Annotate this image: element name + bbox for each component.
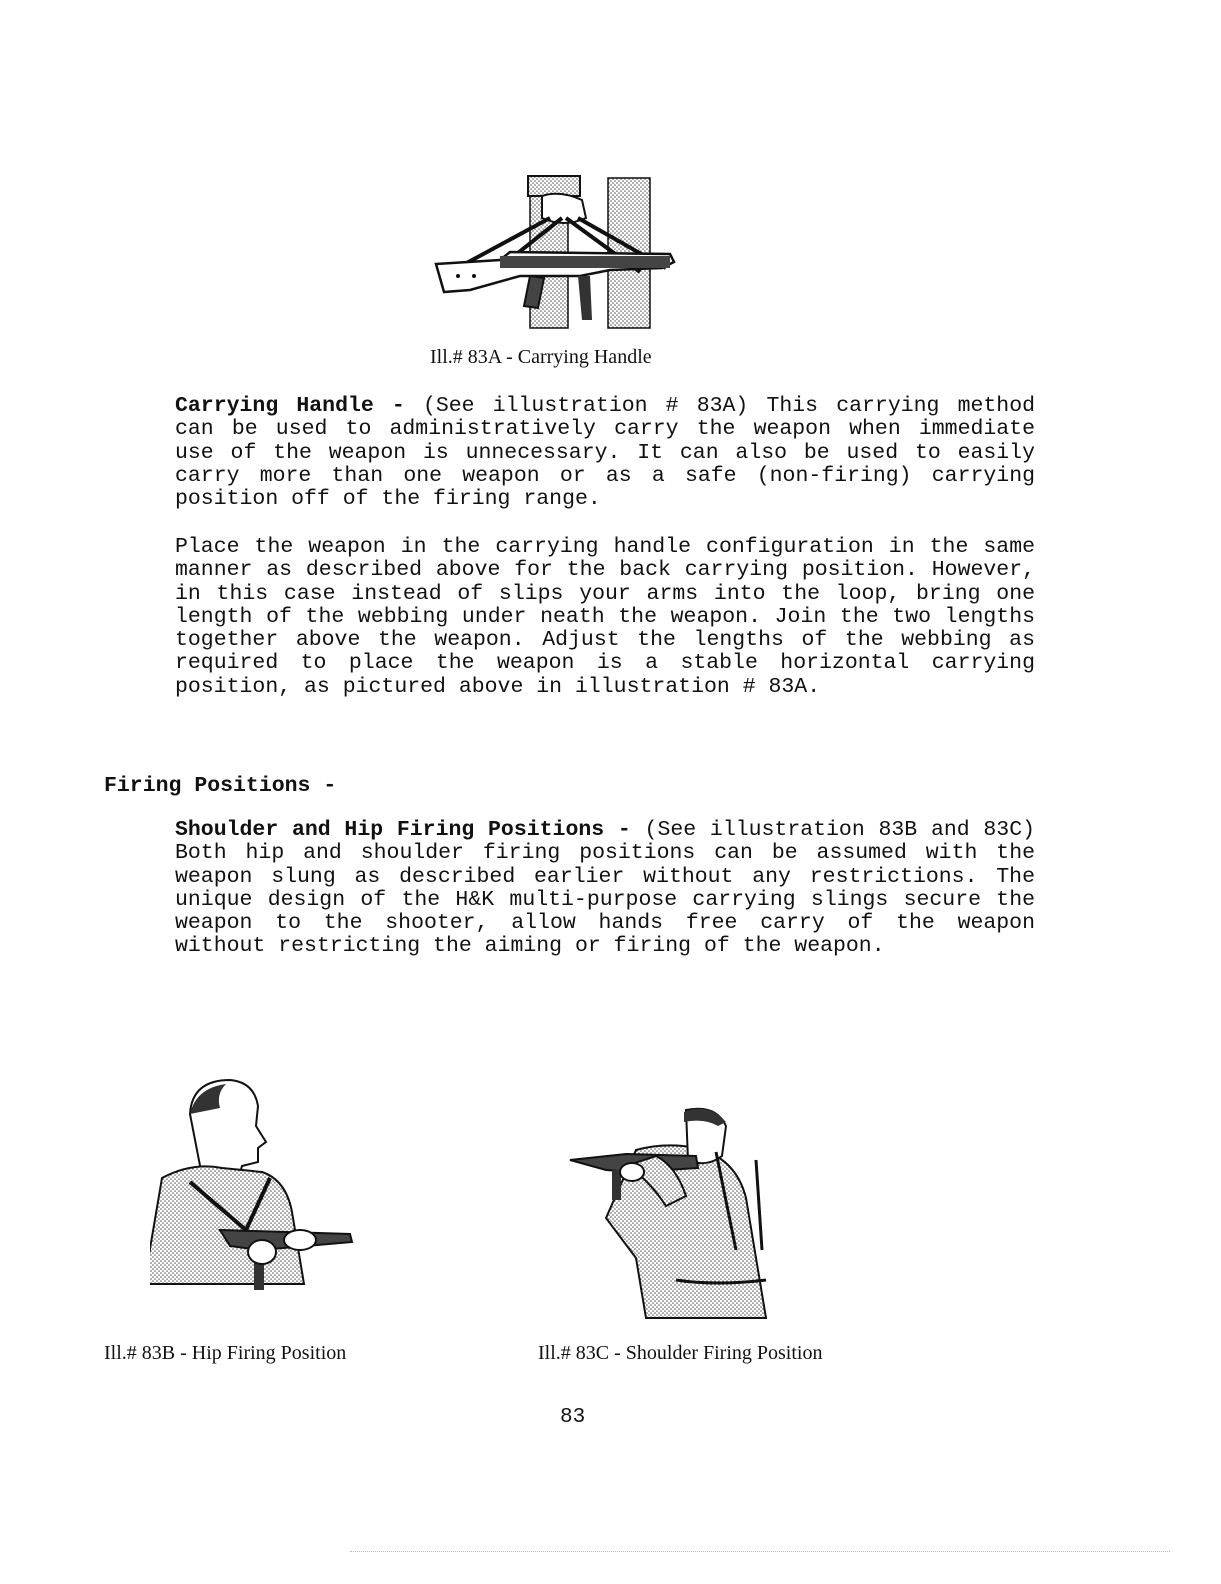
carrying-handle-body: (See illustration # 83A) This carrying method can be used to administratively carry the weapon when immediate use of the weapon is unnecessary. It can also be used to easily carry more than one weapon or as a safe (non-firing) carrying position off of the firing range. (175, 394, 1036, 512)
figure-83b (150, 1074, 360, 1306)
figure-83b-caption: Ill.# 83B - Hip Firing Position (104, 1342, 347, 1364)
firing-positions-heading: Firing Positions - (104, 774, 337, 798)
weapon-carrying-handle-illustration (430, 172, 682, 332)
figure-83c-caption: Ill.# 83C - Shoulder Firing Position (538, 1342, 823, 1364)
carrying-handle-paragraph (175, 395, 1035, 511)
firing-positions-lead: Shoulder and Hip Firing Positions - (175, 818, 631, 842)
figure-83c (566, 1100, 788, 1322)
page-number: 83 (560, 1406, 586, 1429)
hip-firing-position-illustration (150, 1074, 360, 1306)
figure-83a (430, 172, 682, 332)
carrying-handle-lead: Carrying Handle - (175, 394, 405, 418)
shoulder-firing-position-illustration (566, 1100, 788, 1322)
footer-divider (350, 1551, 1170, 1554)
firing-positions-body: (See illustration 83B and 83C) Both hip and shoulder firing positions can be assumed with the weapon slung as described earlier without any restrictions. The unique design of the H&K multi-purpose carrying slings secure the weapon to the shooter, allow hands free carry of the weapon without restricting the aiming or firing of the weapon. (175, 818, 1036, 959)
figure-83a-caption: Ill.# 83A - Carrying Handle (430, 346, 652, 368)
placement-paragraph: Place the weapon in the carrying handle configuration in the same manner as described above for the back carrying position. However, in this case instead of slips your arms into the loop, bring one length of the webbing under neath the weapon. Join the two lengths together above the weapon. Adjust the lengths of the webbing as required to place the weapon is a stable horizontal carrying position, as pictured above in illustration # 83A. (175, 535, 1035, 699)
firing-positions-paragraph (175, 819, 1035, 959)
